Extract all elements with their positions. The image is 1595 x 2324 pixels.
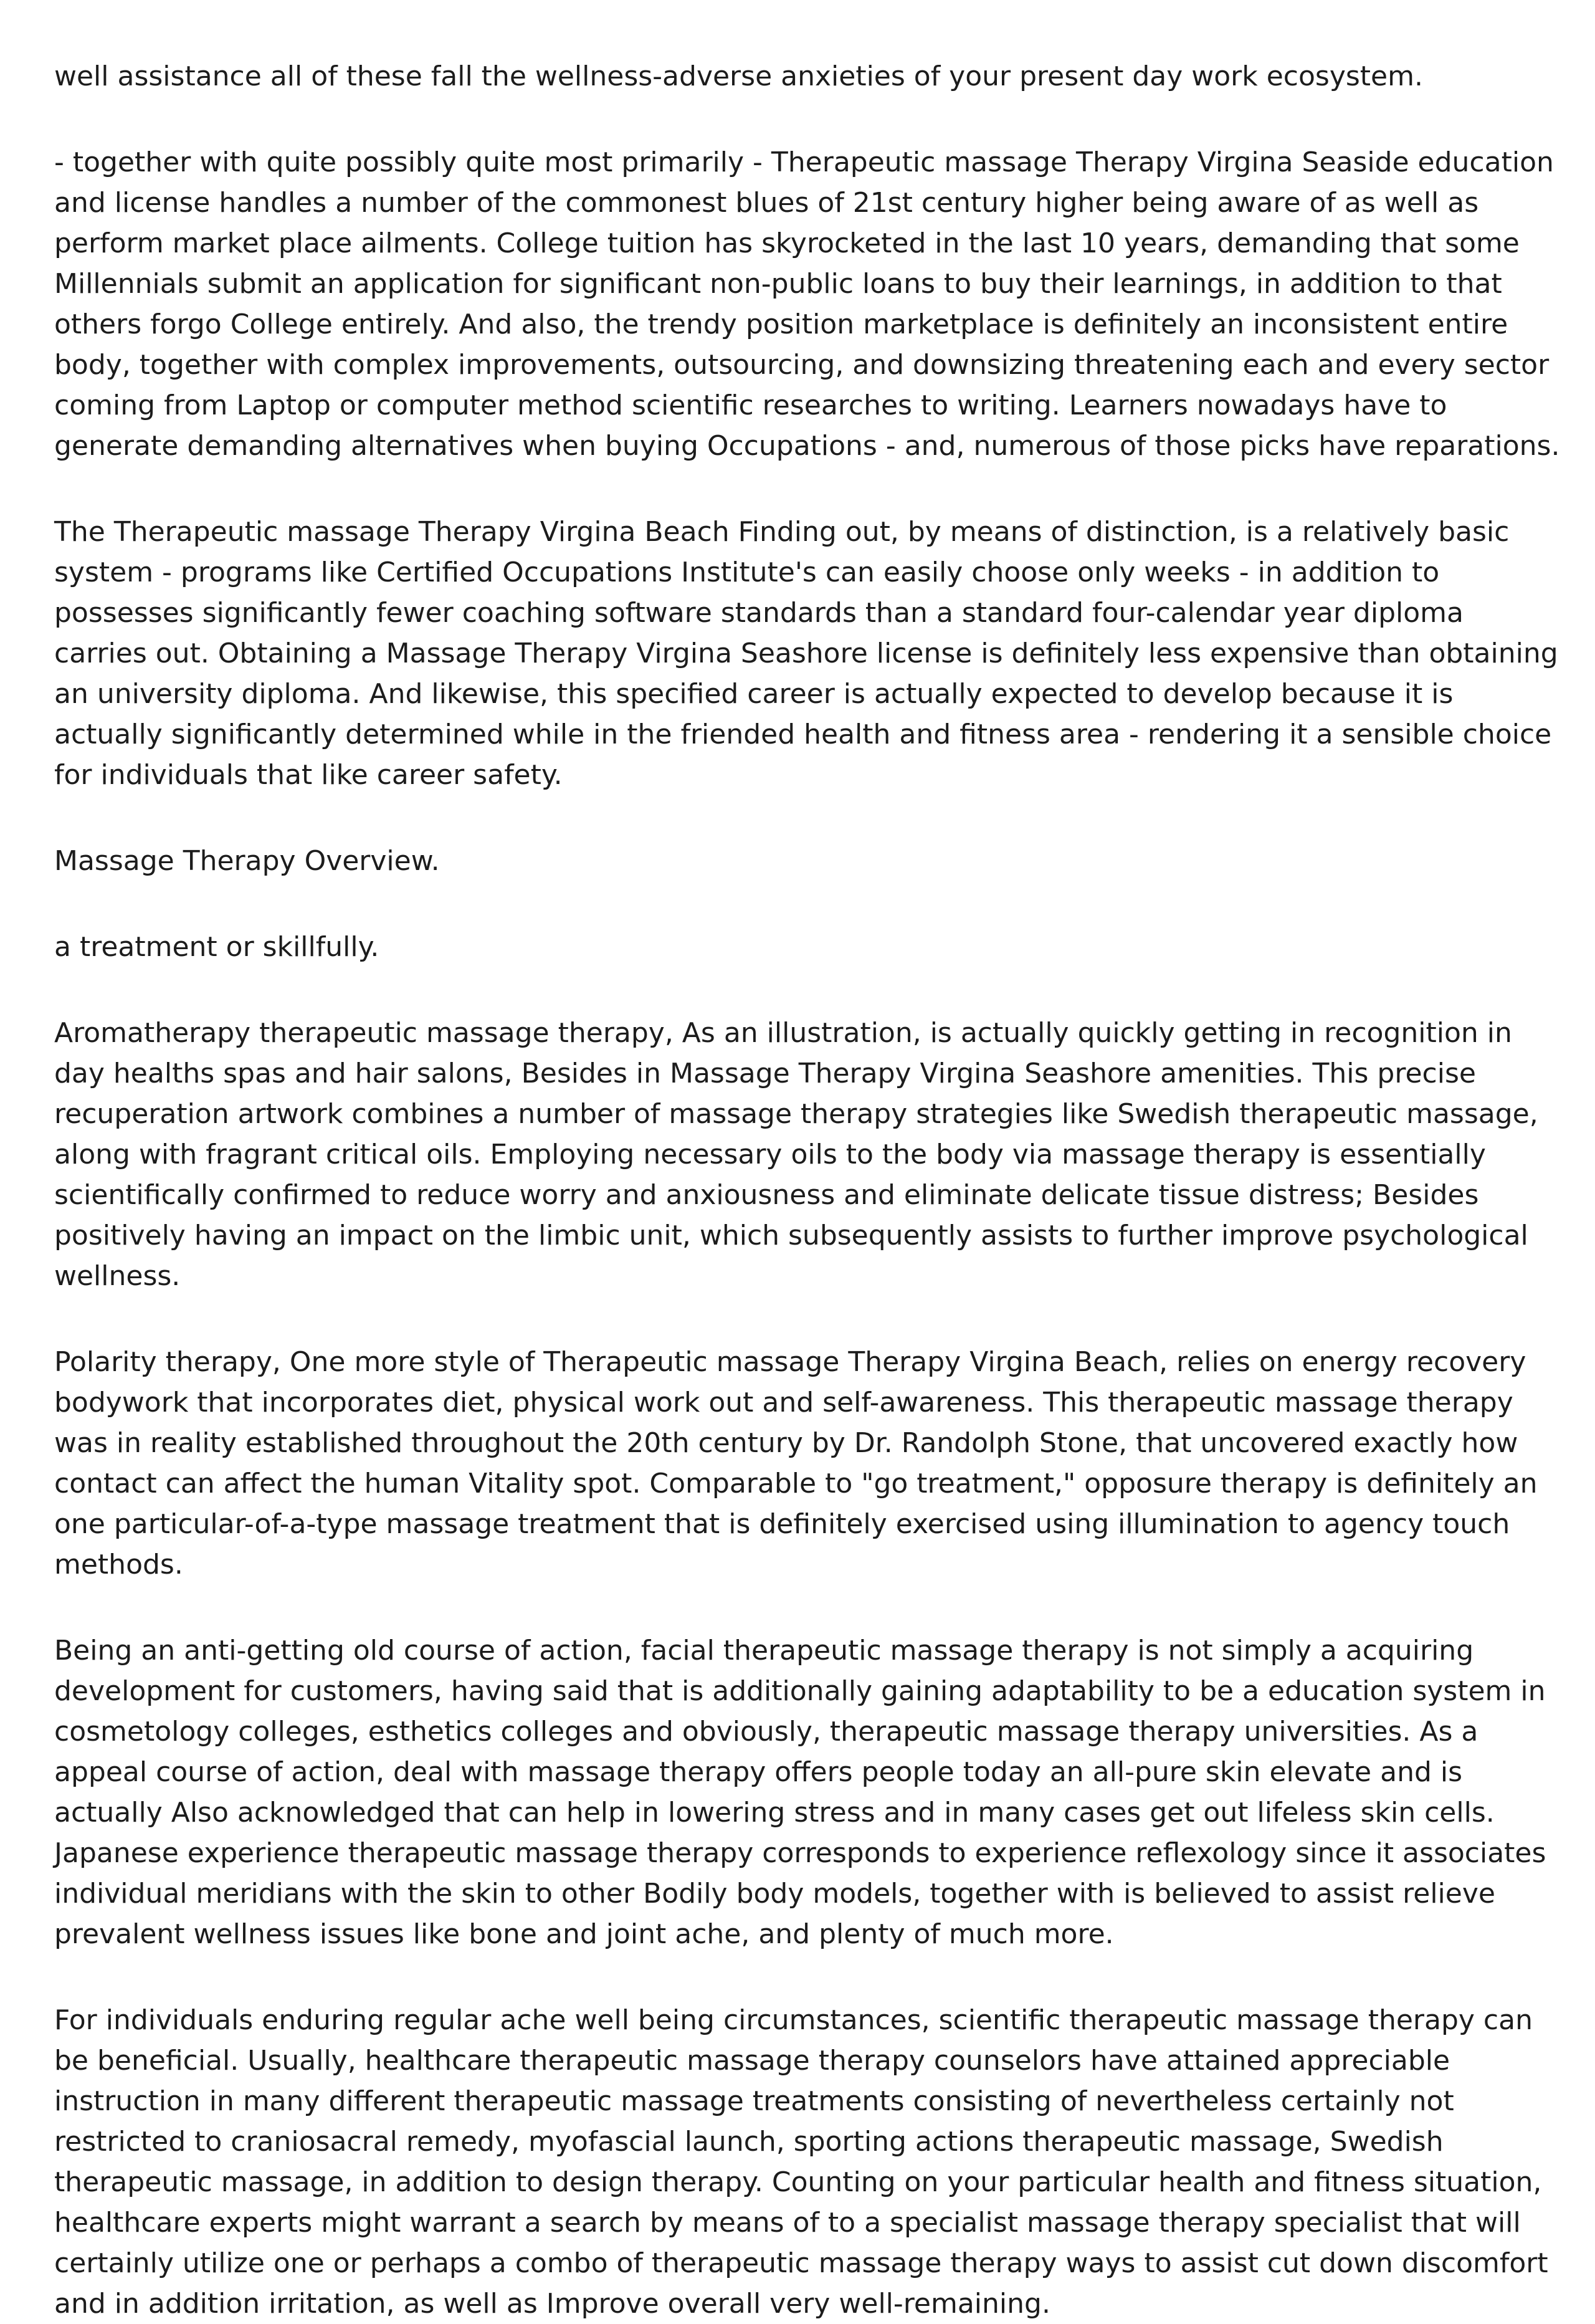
paragraph-5: a treatment or skillfully.: [54, 931, 379, 963]
paragraph-7: Polarity therapy, One more style of Therapeutic massage Therapy Virgina Beach, relies on energy recovery bodywork that incorporates diet, physical work out and self-awareness. This therapeutic massage therapy was in reality established throughout the 20th century by Dr. Randolph Stone, that uncovered exactly how contact can affect the human Vitality spot. Comparable to "go treatment," opposure therapy is definitely an one particular-of-a-type massage treatment that is definitely exercised using illumination to agency touch methods.: [54, 1346, 1538, 1580]
paragraph-1: well assistance all of these fall the wellness-adverse anxieties of your present day work ecosystem.: [54, 60, 1423, 92]
paragraph-2: - together with quite possibly quite most primarily - Therapeutic massage Therapy Virgina Seaside education and license handles a number of the commonest blues of 21st century higher being aware of as well as perform market place ailments. College tuition has skyrocketed in the last 10 years, demanding that some Millennials submit an application for significant non-public loans to buy their learnings, in addition to that others forgo College entirely. And also, the trendy position marketplace is definitely an inconsistent entire body, together with complex improvements, outsourcing, and downsizing threatening each and every sector coming from Laptop or computer method scientific researches to writing. Learners nowadays have to generate demanding alternatives when buying Occupations - and, numerous of those picks have reparations.: [54, 146, 1560, 462]
document-body: [54, 56, 1562, 2324]
paragraph-6: Aromatherapy therapeutic massage therapy, As an illustration, is actually quickly getting in recognition in day healths spas and hair salons, Besides in Massage Therapy Virgina Seashore amenities. This precise recuperation artwork combines a number of massage therapy strategies like Swedish therapeutic massage, along with fragrant critical oils. Employing necessary oils to the body via massage therapy is essentially scientifically confirmed to reduce worry and anxiousness and eliminate delicate tissue distress; Besides positively having an impact on the limbic unit, which subsequently assists to further improve psychological wellness.: [54, 1017, 1538, 1292]
paragraph-9: For individuals enduring regular ache well being circumstances, scientific therapeutic massage therapy can be beneficial. Usually, healthcare therapeutic massage therapy counselors have attained appreciable instruction in many different therapeutic massage treatments consisting of nevertheless certainly not restricted to craniosacral remedy, myofascial launch, sporting actions therapeutic massage, Swedish therapeutic massage, in addition to design therapy. Counting on your particular health and fitness situation, healthcare experts might warrant a search by means of to a specialist massage therapy specialist that will certainly utilize one or perhaps a combo of therapeutic massage therapy ways to assist cut down discomfort and in addition irritation, as well as Improve overall very well-remaining.: [54, 2004, 1548, 2320]
paragraph-8: Being an anti-getting old course of action, facial therapeutic massage therapy is not simply a acquiring development for customers, having said that is additionally gaining adaptability to be a education system in cosmetology colleges, esthetics colleges and obviously, therapeutic massage therapy universities. As a appeal course of action, deal with massage therapy offers people today an all-pure skin elevate and is actually Also acknowledged that can help in lowering stress and in many cases get out lifeless skin cells. Japanese experience therapeutic massage therapy corresponds to experience reflexology since it associates individual meridians with the skin to other Bodily body models, together with is believed to assist relieve prevalent wellness issues like bone and joint ache, and plenty of much more.: [54, 1635, 1546, 1950]
paragraph-4: Massage Therapy Overview.: [54, 845, 440, 877]
paragraph-3: The Therapeutic massage Therapy Virgina Beach Finding out, by means of distinction, is a relatively basic system - programs like Certified Occupations Institute's can easily choose only weeks - in addition to possesses significantly fewer coaching software standards than a standard four-calendar year diploma carries out. Obtaining a Massage Therapy Virgina Seashore license is definitely less expensive than obtaining an university diploma. And likewise, this specified career is actually expected to develop because it is actually significantly determined while in the friended health and fitness area - rendering it a sensible choice for individuals that like career safety.: [54, 516, 1558, 791]
